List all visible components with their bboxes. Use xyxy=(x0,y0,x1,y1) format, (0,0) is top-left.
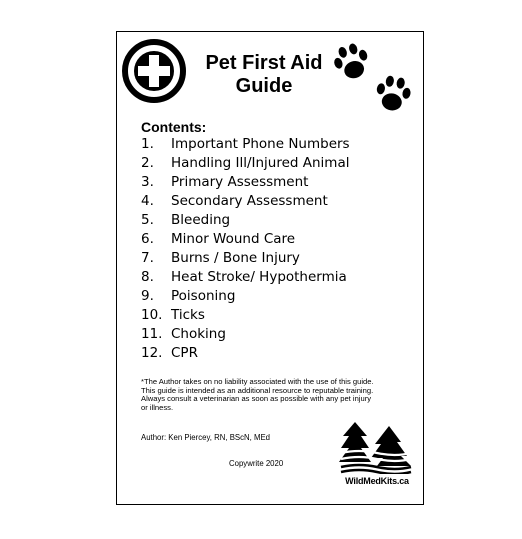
guide-card xyxy=(116,31,424,505)
contents-item xyxy=(141,173,350,192)
item-label: Choking xyxy=(171,326,226,342)
contents-item xyxy=(141,306,350,325)
item-number: 7. xyxy=(141,250,154,266)
brand-wordmark: WildMedKits.ca xyxy=(345,476,409,486)
item-label: Ticks xyxy=(171,307,205,323)
item-number: 3. xyxy=(141,174,154,190)
contents-item xyxy=(141,230,350,249)
item-number: 6. xyxy=(141,231,154,247)
contents-item xyxy=(141,135,350,154)
contents-heading: Contents: xyxy=(141,119,207,135)
item-label: Burns / Bone Injury xyxy=(171,250,300,266)
item-number: 1. xyxy=(141,136,154,152)
item-number: 10. xyxy=(141,307,163,323)
contents-list xyxy=(141,135,350,363)
item-number: 2. xyxy=(141,155,154,171)
item-number: 11. xyxy=(141,326,163,342)
guide-title xyxy=(197,52,331,98)
item-number: 12. xyxy=(141,345,163,361)
contents-item xyxy=(141,192,350,211)
paw-print-icon xyxy=(331,42,373,84)
item-label: Bleeding xyxy=(171,212,231,228)
paw-print-icon-2 xyxy=(372,74,414,116)
item-number: 4. xyxy=(141,193,154,209)
pine-trees-logo-icon xyxy=(339,420,413,474)
author-credit: Author: Ken Piercey, RN, BScN, MEd xyxy=(141,433,270,442)
contents-item xyxy=(141,154,350,173)
contents-item xyxy=(141,249,350,268)
item-number: 5. xyxy=(141,212,154,228)
title-line-2: Guide xyxy=(235,75,293,97)
contents-item xyxy=(141,268,350,287)
liability-disclaimer: *The Author takes on no liability associated with the use of this guide. This guide is intended as an additional resource to reputable training. Always consult a veterinarian as soon as possible with any pet injury or illness. xyxy=(141,377,374,412)
item-label: Heat Stroke/ Hypothermia xyxy=(171,269,347,285)
copyright-notice: Copywrite 2020 xyxy=(229,459,284,468)
contents-item xyxy=(141,287,350,306)
first-aid-cross-icon xyxy=(121,38,187,104)
item-number: 9. xyxy=(141,288,154,304)
item-number: 8. xyxy=(141,269,154,285)
item-label: CPR xyxy=(171,345,198,361)
item-label: Important Phone Numbers xyxy=(171,136,350,152)
contents-item xyxy=(141,211,350,230)
item-label: Poisoning xyxy=(171,288,236,304)
contents-item xyxy=(141,325,350,344)
item-label: Handling Ill/Injured Animal xyxy=(171,155,350,171)
item-label: Secondary Assessment xyxy=(171,193,328,209)
contents-item xyxy=(141,344,350,363)
title-line-1: Pet First Aid xyxy=(205,52,323,74)
item-label: Primary Assessment xyxy=(171,174,309,190)
item-label: Minor Wound Care xyxy=(171,231,296,247)
